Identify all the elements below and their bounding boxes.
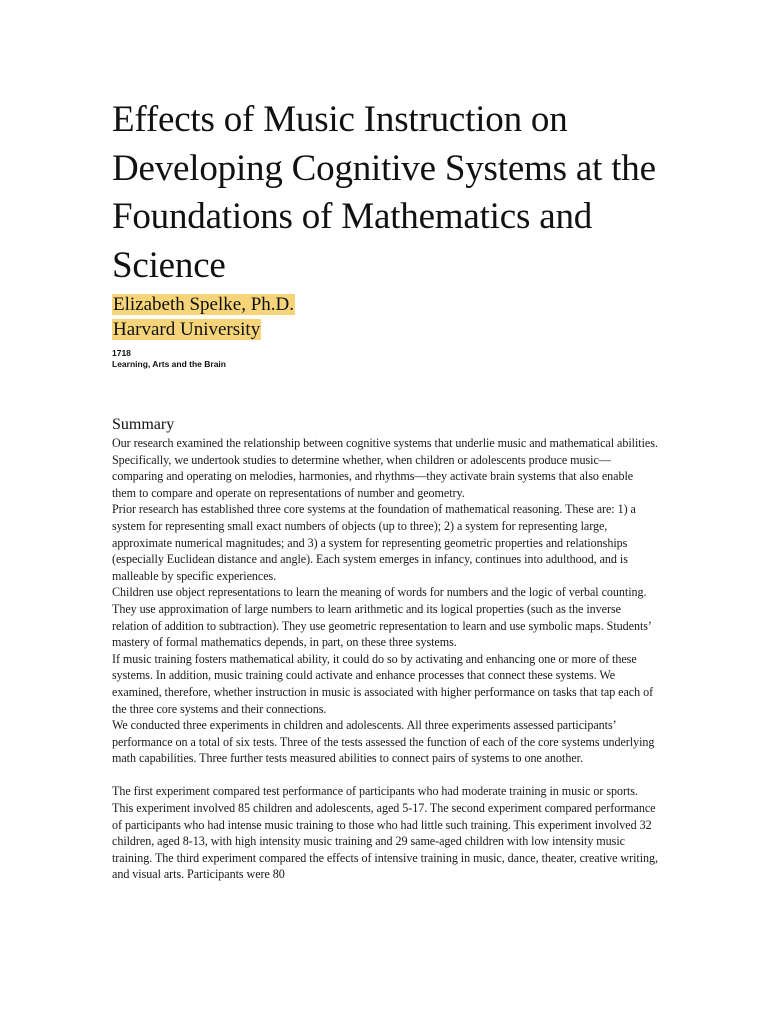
document-page (112, 96, 660, 883)
publication-name: Learning, Arts and the Brain (112, 359, 226, 369)
author-line (112, 292, 660, 317)
affiliation-line (112, 317, 660, 342)
paragraph-3: Children use object representations to learn the meaning of words for numbers and the logic of verbal counting. They use approximation of large numbers to learn arithmetic and its logical properties (such as the inverse relation of addition to subtraction). They use geometric representation to learn and use symbolic maps. Students’ mastery of formal mathematics depends, in part, on these three systems. (112, 585, 651, 650)
paragraph-gap (112, 767, 660, 784)
page-code: 1718 (112, 348, 131, 358)
paragraph-6: The first experiment compared test performance of participants who had moderate training in music or sports. This experiment involved 85 children and adolescents, aged 5-17. The second experiment compared performance of participants who had intense music training to those who had little such training. This experiment involved 32 children, aged 8-13, with high intensity music training and 29 same-aged children with low intensity music training. The third experiment compared the effects of intensive training in music, dance, theater, creative writing, and visual arts. Participants were 80 (112, 784, 658, 882)
author-affiliation: Harvard University (113, 319, 261, 340)
paragraph-1: Our research examined the relationship between cognitive systems that underlie music and mathematical abilities. Specifically, we undertook studies to determine whether, when children or adolescents produce music—comparing and operating on melodies, harmonies, and rhythms—they activate brain systems that also enable them to compare and operate on representations of number and geometry. (112, 436, 658, 500)
paragraph-2: Prior research has established three core systems at the foundation of mathematical reasoning. These are: 1) a system for representing small exact numbers of objects (up to three); 2) a system for representing large, approximate numerical magnitudes; and 3) a system for representing geometric properties and relationships (especially Euclidean distance and angle). Each system emerges in infancy, continues into adulthood, and is malleable by specific experiences. (112, 502, 636, 583)
paragraph-5: We conducted three experiments in children and adolescents. All three experiments assessed participants’ performance on a total of six tests. Three of the tests assessed the function of each of the core systems underlying math capabilities. Three further tests measured abilities to connect pairs of systems to one another. (112, 718, 655, 766)
document-title: Effects of Music Instruction on Developing Cognitive Systems at the Foundations of Mathematics and Science (112, 99, 656, 286)
author-name: Elizabeth Spelke, Ph.D. (113, 294, 294, 315)
paragraph-4: If music training fosters mathematical ability, it could do so by activating and enhancing one or more of these systems. In addition, music training could activate and enhance processes that connect these systems. We examined, therefore, whether instruction in music is associated with higher performance on tasks that tap each of the three core systems and their connections. (112, 651, 654, 716)
summary-heading: Summary (112, 416, 175, 433)
